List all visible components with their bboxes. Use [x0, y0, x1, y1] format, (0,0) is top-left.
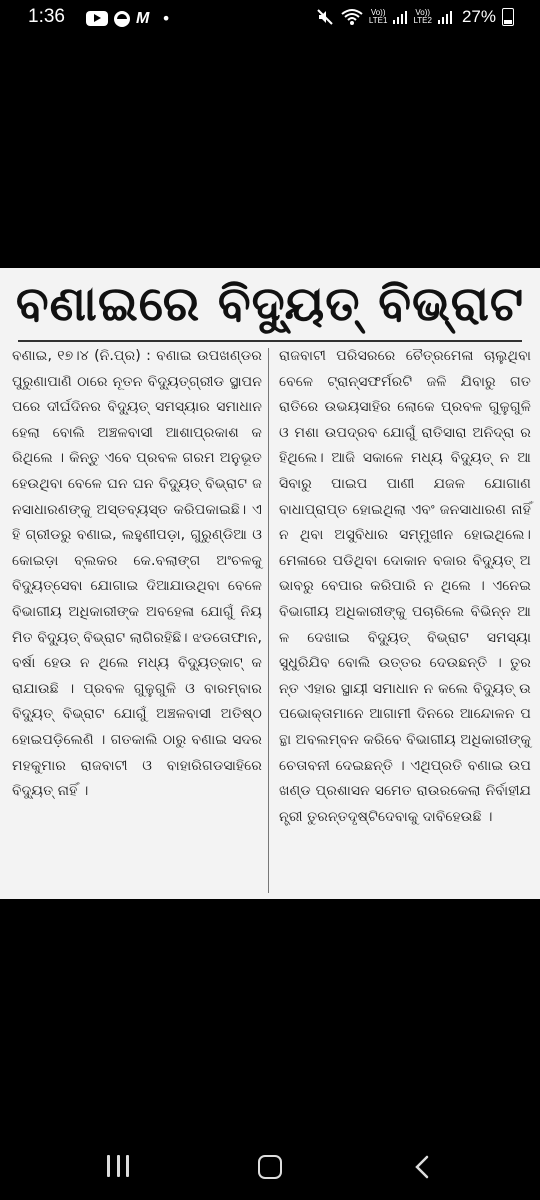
- status-bar: [0, 0, 540, 36]
- article-column-left: ବଣାଇ, ୧୭।୪ (ନି.ପ୍ର) : ବଣାଇ ଉପଖଣ୍ଡର ପୁରୁଣାପାଣି ଠାରେ ନୂତନ ବିଦ୍ୟୁତ୍‌ଗ୍ରୀଡ ସ୍ଥାପନ ପରେ ଦୀର୍ଘଦିନର ବିଦ୍ୟୁତ୍ ସମସ୍ୟାର ସମାଧାନ ହେଲା ବୋଲି ଅଞ୍ଚଳବାସୀ ଆଶାପ୍ରକାଶ କରିଥିଲେ । କିନ୍ତୁ ଏବେ ପ୍ରବଳ ଗରମ ଅନୁଭୂତ ହେଉଥିବା ବେଳେ ଘନ ଘନ ବିଦ୍ୟୁତ୍ ବିଭ୍ରାଟ ଜନସାଧାରଣଙ୍କୁ ଅସ୍ତବ୍ୟସ୍ତ କରିପକାଇଛି। ଏହି ଗ୍ରୀଡରୁ ବଣାଇ, ଲହୁଣୀପଡ଼ା, ଗୁରୁଣ୍ଡିଆ ଓ କୋଇଡ଼ା ବ୍ଲକର କେ.ବଲାଙ୍ଗ ଅଂଚଳକୁ ବିଦ୍ୟୁତ୍‌ସେବା ଯୋଗାଇ ଦିଆଯାଉଥିବା ବେଳେ ବିଭାଗୀୟ ଅଧିକାରୀଙ୍କ ଅବହେଳା ଯୋଗୁଁ ନିୟମିତ ବିଦ୍ୟୁତ୍ ବିଭ୍ରାଟ ଲାଗିରହିଛି। ଝଡତୋଫାନ, ବର୍ଷା ହେଉ ନ ଥିଲେ ମଧ୍ୟ ବିଦ୍ୟୁତ୍‌କାଟ୍ କରାଯାଉଛି । ପ୍ରବଳ ଗୁଳୁଗୁଳି ଓ ବାରମ୍ବାର ବିଦ୍ୟୁତ୍ ବିଭ୍ରାଟ ଯୋଗୁଁ ଅଞ୍ଚଳବାସୀ ଅତିଷ୍ଠ ହୋଇପଡ଼ିଲେଣି । ଗତକାଲି ଠାରୁ ବଣାଇ ସଦର ମହକୁମାର ରାଜବାଟୀ ଓ ବାହାରିଗଡସାହିରେ ବିଦ୍ୟୁତ୍ ନାହିଁ ।: [12, 348, 262, 800]
- mute-icon: [315, 7, 335, 27]
- headline: ବଣାଇରେ ବିଦ୍ୟୁତ୍ ବିଭ୍ରାଟ: [15, 276, 525, 332]
- column-divider: [268, 348, 269, 893]
- battery-percent: 27%: [461, 7, 496, 26]
- status-time: 1:36: [28, 6, 65, 27]
- recents-icon: [126, 1155, 129, 1177]
- dot-icon: •: [161, 9, 171, 28]
- navigation-bar: [0, 1134, 540, 1200]
- notification-icons: [86, 9, 171, 28]
- lte2-label: LTE2: [413, 16, 432, 25]
- signal-icon: [438, 10, 452, 24]
- signal-icon: [393, 10, 407, 24]
- lte2-indicator: [413, 9, 432, 25]
- back-button[interactable]: [412, 1155, 434, 1179]
- lte1-indicator: [369, 9, 388, 25]
- wifi-icon: [341, 8, 363, 26]
- newspaper-clipping: [0, 268, 540, 899]
- system-icons: [315, 7, 514, 27]
- article-column-right: ରାଜବାଟୀ ପରିସରରେ ଚୈତ୍ରମେଳା ଚାଲୁଥିବା ବେଳେ ଟ୍ରାନ୍ସଫର୍ମରଟି ଜଳି ଯିବାରୁ ଗତରାତିରେ ଉଭୟସାହିର ଲୋକେ ପ୍ରବଳ ଗୁଳୁଗୁଳି ଓ ମଶା ଉପଦ୍ରବ ଯୋଗୁଁ ରାତିସାରା ଅନିଦ୍ରା ରହିଥିଲେ। ଆଜି ସକାଳେ ମଧ୍ୟ ବିଦ୍ୟୁତ୍ ନ ଆସିବାରୁ ପାଇପ ପାଣୀ ଯଜଳ ଯୋଗାଣ ବାଧାପ୍ରାପ୍ତ ହୋଇଥିଲା ଏବଂ ଜନସାଧାରଣ ନାହିଁ ନ ଥିବା ଅସୁବିଧାର ସମ୍ମୁଖୀନ ହୋଇଥିଲେ। ମେଳାରେ ପଡିଥିବା ଦୋକାନ ବଜାର ବିଦ୍ୟୁତ୍ ଅଭାବରୁ ବେପାର କରିପାରି ନ ଥିଲେ । ଏନେଇ ବିଭାଗୀୟ ଅଧିକାରୀଙ୍କୁ ପଚାରିଲେ ବିଭିନ୍ନ ଆଳ ଦେଖାଇ ବିଦ୍ୟୁତ୍ ବିଭ୍ରାଟ ସମସ୍ୟା ସୁଧୁରିଯିବ ବୋଲି ଉତ୍ତର ଦେଉଛନ୍ତି । ତୁରନ୍ତ ଏହାର ସ୍ଥାୟୀ ସମାଧାନ ନ କଲେ ବିଦ୍ୟୁତ୍ ଉପଭୋକ୍ତାମାନେ ଆଗାମୀ ଦିନରେ ଆନ୍ଦୋଳନ ପନ୍ଥା ଅବଲମ୍ବନ କରିବେ ବିଭାଗୀୟ ଅଧିକାରୀଙ୍କୁ ଚେତାବନୀ ଦେଇଛନ୍ତି । ଏଥିପ୍ରତି ବଣାଇ ଉପଖଣ୍ଡ ପ୍ରଶାସନ ସମେତ ରାଉରକେଲା ନିର୍ବାହୀଯନ୍ତ୍ରୀ ତୁରନ୍ତଦୃଷ୍ଟିଦେବାକୁ ଦାବିହେଉଛି ।: [279, 348, 531, 825]
- lte1-voice-label: Vo)): [370, 8, 386, 17]
- lte2-voice-label: Vo)): [415, 8, 431, 17]
- home-button[interactable]: [258, 1155, 282, 1179]
- recents-button[interactable]: [107, 1155, 129, 1177]
- circle-app-icon: [114, 11, 130, 27]
- recents-icon: [107, 1155, 110, 1177]
- headline-rule: [18, 340, 522, 342]
- youtube-icon: [86, 11, 108, 26]
- gmail-icon: M: [136, 9, 150, 27]
- lte1-label: LTE1: [368, 16, 388, 25]
- battery-icon: [502, 8, 514, 26]
- recents-icon: [117, 1155, 120, 1177]
